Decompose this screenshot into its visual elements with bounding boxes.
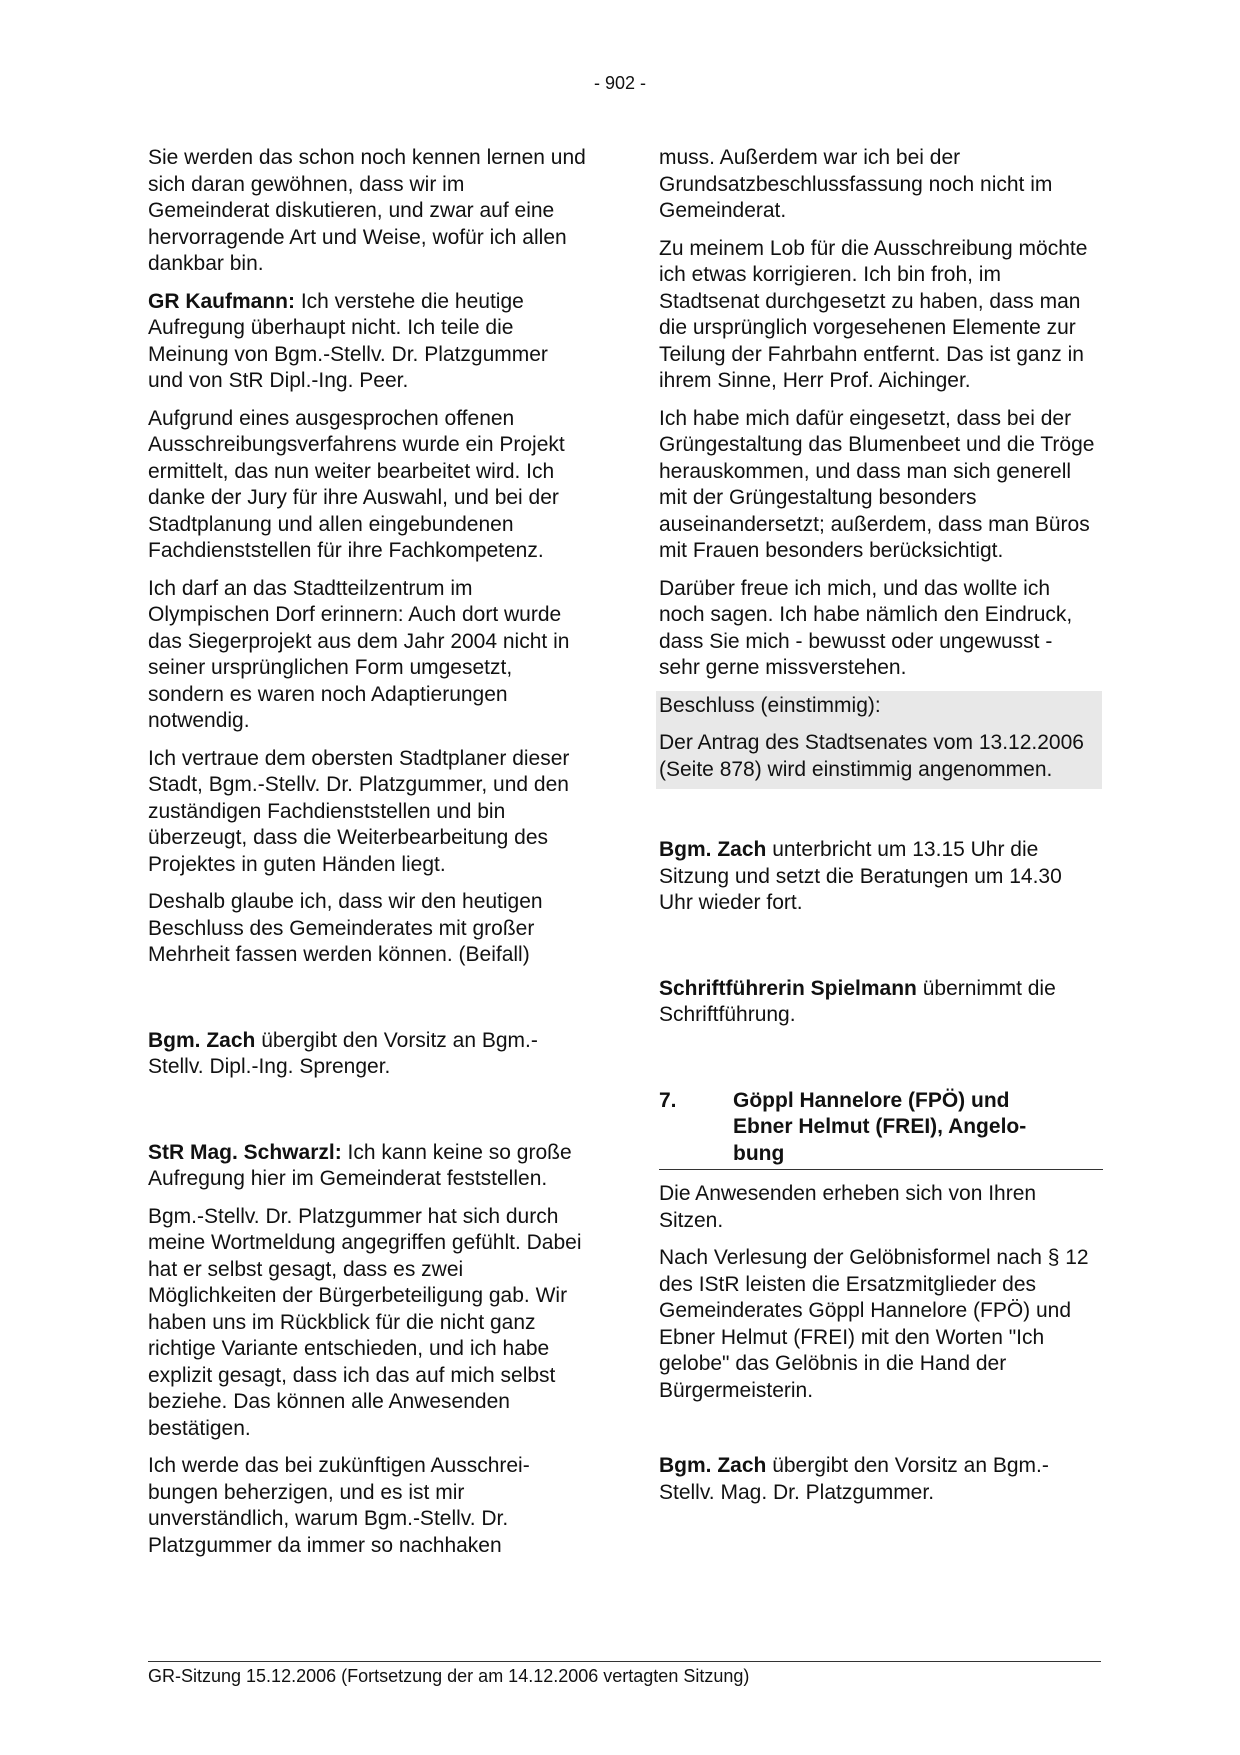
speech-text: Ich kann keine so große Aufregung hier im Gemeinderat feststellen.	[148, 1140, 572, 1190]
paragraph: Nach Verlesung der Gelöbnisformel nach § 12 des IStR leisten die Ersatzmitglieder des Gemeinderates Göppl Hannelore (FPÖ) und Ebner Helmut (FREI) mit den Worten "Ich gelobe" das Gelöbnis in die Hand der Bürgermeisterin.	[659, 1246, 1089, 1402]
speaker-name: GR Kaufmann:	[148, 289, 295, 313]
page-footer: GR-Sitzung 15.12.2006 (Fortsetzung der am 14.12.2006 vertagten Sitzung)	[148, 1666, 750, 1686]
speaker-name: Bgm. Zach	[148, 1028, 256, 1052]
statement-text: übergibt den Vorsitz an Bgm.-Stellv. Dipl.-Ing. Sprenger.	[148, 1028, 538, 1078]
statement-text: übergibt den Vorsitz an Bgm.-Stellv. Mag. Dr. Platzgummer.	[659, 1454, 1049, 1504]
agenda-item-title: Göppl Hannelore (FPÖ) und Ebner Helmut (FREI), Angelobung	[733, 1088, 1027, 1165]
right-column	[659, 145, 1099, 1517]
statement-text: unterbricht um 13.15 Uhr die Sitzung und setzt die Beratungen um 14.30 Uhr wieder fort.	[659, 838, 1062, 914]
speaker-name: StR Mag. Schwarzl:	[148, 1140, 342, 1164]
paragraph: Ich habe mich dafür eingesetzt, dass bei der Grüngestaltung das Blumenbeet und die Tröge herauskommen, und dass man sich generell mit der Grüngestaltung besonders auseinandersetzt; außerdem, dass man Büros mit Frauen besonders berücksichtigt.	[659, 406, 1095, 562]
speaker-name: Bgm. Zach	[659, 838, 767, 861]
paragraph: Aufgrund eines ausgesprochen offenen Ausschreibungsverfahrens wurde ein Projekt ermittelt, das nun weiter bearbeitet wird. Ich danke der Jury für ihre Auswahl, und bei der Stadtplanung und allen eingebundenen Fachdienststellen für ihre Fachkompetenz.	[148, 406, 565, 562]
paragraph: Sie werden das schon noch kennen lernen und sich daran gewöhnen, dass wir im Gemeinderat diskutieren, und zwar auf eine hervorragende Art und Weise, wofür ich allen dankbar bin.	[148, 146, 586, 275]
paragraph: muss. Außerdem war ich bei der Grundsatzbeschlussfassung noch nicht im Gemeinderat.	[659, 146, 1053, 222]
statement-spielmann	[659, 976, 1099, 1029]
paragraph: Bgm.-Stellv. Dr. Platzgummer hat sich durch meine Wortmeldung angegriffen gefühlt. Dabei hat er selbst gesagt, dass es zwei Möglichkeiten der Bürgerbeteiligung gab. Wir haben uns im Rückblick für die nicht ganz richtige Variante entschieden, und ich habe explizit gesagt, dass ich das auf mich selbst beziehe. Das können alle Anwesenden bestätigen.	[148, 1204, 582, 1440]
paragraph: Ich vertraue dem obersten Stadtplaner dieser Stadt, Bgm.-Stellv. Dr. Platzgummer, und den zuständigen Fachdienststellen und bin überzeugt, dass die Weiterbearbeitung des Projektes in guten Händen liegt.	[148, 746, 570, 876]
paragraph: Zu meinem Lob für die Ausschreibung möchte ich etwas korrigieren. Ich bin froh, im Stadtsenat durchgesetzt zu haben, dass man die ursprünglich vorgesehenen Elemente zur Teilung der Fahrbahn entfernt. Das ist ganz in ihrem Sinne, Herr Prof. Aichinger.	[659, 236, 1088, 392]
page-number: - 902 -	[593, 73, 647, 93]
paragraph: Darüber freue ich mich, und das wollte ich noch sagen. Ich habe nämlich den Eindruck, dass Sie mich - bewusst oder ungewusst - sehr gerne missverstehen.	[659, 576, 1073, 679]
statement-zach	[148, 1028, 588, 1081]
agenda-item-number: 7.	[659, 1088, 677, 1112]
paragraph: Die Anwesenden erheben sich von Ihren Sitzen.	[659, 1182, 1037, 1232]
footer-divider	[148, 1661, 1101, 1662]
statement-break	[659, 837, 1099, 917]
speech-kaufmann	[148, 289, 588, 395]
decision-text: Der Antrag des Stadtsenates vom 13.12.2006 (Seite 878) wird einstimmig angenommen.	[659, 731, 1084, 781]
speech-schwarzl	[148, 1140, 588, 1193]
speaker-name: Bgm. Zach	[659, 1454, 767, 1477]
decision-box	[656, 691, 1102, 790]
agenda-item-heading	[659, 1088, 1103, 1171]
decision-label: Beschluss (einstimmig):	[659, 693, 881, 717]
speaker-name: Schriftführerin Spielmann	[659, 976, 917, 1000]
statement-handover	[659, 1453, 1099, 1506]
left-column	[148, 145, 588, 1570]
statement-text: übernimmt die Schriftführung.	[659, 976, 1056, 1026]
paragraph: Ich werde das bei zukünftigen Ausschreibungen beherzigen, und es ist mir unverständlich, warum Bgm.-Stellv. Dr. Platzgummer da immer so nachhaken	[148, 1454, 530, 1557]
speech-text: Ich verstehe die heutige Aufregung überhaupt nicht. Ich teile die Meinung von Bgm.-Stellv. Dr. Platzgummer und von StR Dipl.-Ing. Peer.	[148, 289, 548, 392]
paragraph: Ich darf an das Stadtteilzentrum im Olympischen Dorf erinnern: Auch dort wurde das Siegerprojekt aus dem Jahr 2004 nicht in seiner ursprünglichen Form umgesetzt, sondern es waren noch Adaptierungen notwendig.	[148, 576, 570, 732]
paragraph: Deshalb glaube ich, dass wir den heutigen Beschluss des Gemeinderates mit großer Mehrheit fassen werden können. (Beifall)	[148, 890, 543, 966]
